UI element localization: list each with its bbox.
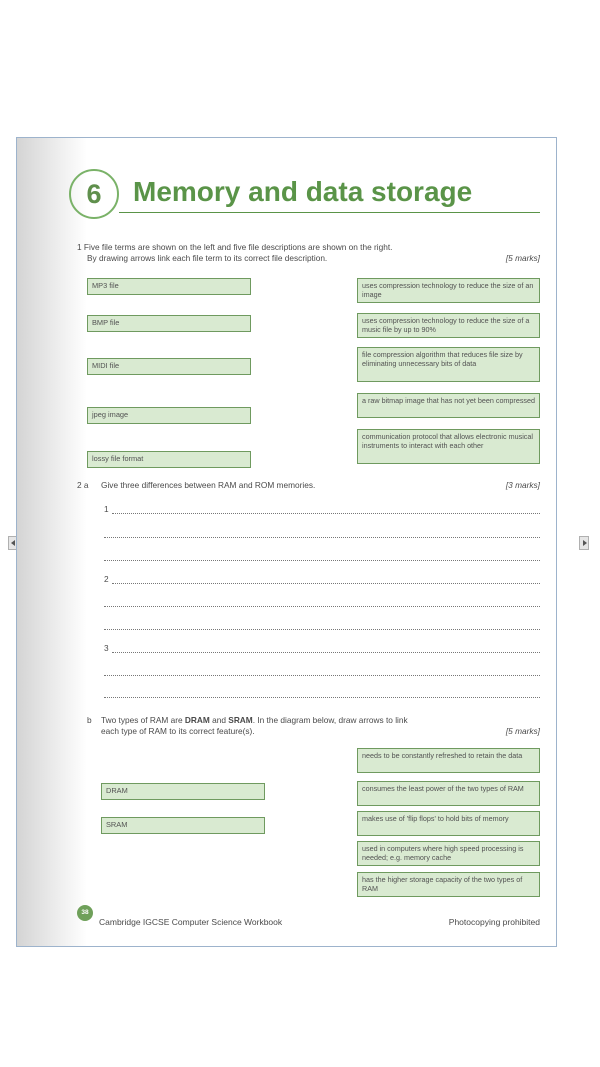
page-number-badge: 38 bbox=[77, 905, 93, 921]
q2a-answer-number-2: 2 bbox=[104, 574, 109, 584]
q2a-answer-line[interactable] bbox=[104, 536, 540, 538]
q2b-feature-3[interactable]: makes use of 'flip flops' to hold bits of memory bbox=[357, 811, 540, 836]
q2b-feature-2[interactable]: consumes the least power of the two types of RAM bbox=[357, 781, 540, 806]
q2a-marks: [3 marks] bbox=[505, 480, 540, 490]
q1-term-bmp[interactable]: BMP file bbox=[87, 315, 251, 332]
q2b-feature-4[interactable]: used in computers where high speed processing is needed; e.g. memory cache bbox=[357, 841, 540, 866]
footer-book-title: Cambridge IGCSE Computer Science Workbook bbox=[99, 917, 283, 927]
q2a-answer-number-3: 3 bbox=[104, 643, 109, 653]
q2a-answer-line[interactable] bbox=[112, 512, 540, 514]
q2a-answer-line[interactable] bbox=[104, 559, 540, 561]
q1-term-mp3[interactable]: MP3 file bbox=[87, 278, 251, 295]
q1-text-line2: By drawing arrows link each file term to its correct file description. bbox=[87, 253, 328, 263]
q2a-answer-line[interactable] bbox=[112, 651, 540, 653]
chapter-number: 6 bbox=[86, 179, 102, 209]
q2b-type-sram[interactable]: SRAM bbox=[101, 817, 265, 834]
q1-marks: [5 marks] bbox=[505, 253, 540, 263]
q2a-answer-line[interactable] bbox=[104, 674, 540, 676]
q2a-label: 2 a bbox=[77, 480, 89, 490]
q1-description-2[interactable]: uses compression technology to reduce the size of a music file by up to 90% bbox=[357, 313, 540, 338]
workbook-page bbox=[16, 137, 557, 947]
footer-notice: Photocopying prohibited bbox=[448, 917, 540, 927]
q1-description-3[interactable]: file compression algorithm that reduces file size by eliminating unnecessary bits of data bbox=[357, 347, 540, 382]
q1-term-jpeg[interactable]: jpeg image bbox=[87, 407, 251, 424]
q2b-marks: [5 marks] bbox=[505, 726, 540, 736]
q2b-feature-5[interactable]: has the higher storage capacity of the two types of RAM bbox=[357, 872, 540, 897]
q2a-text: Give three differences between RAM and ROM memories. bbox=[101, 480, 316, 490]
page-gutter-shade bbox=[17, 138, 87, 946]
q2a-answer-line[interactable] bbox=[104, 605, 540, 607]
chapter-title: Memory and data storage bbox=[133, 176, 473, 207]
q2a-answer-line[interactable] bbox=[104, 696, 540, 698]
q2b-feature-1[interactable]: needs to be constantly refreshed to retain the data bbox=[357, 748, 540, 773]
q2a-answer-line[interactable] bbox=[104, 628, 540, 630]
q2b-type-dram[interactable]: DRAM bbox=[101, 783, 265, 800]
q2a-answer-line[interactable] bbox=[112, 582, 540, 584]
q1-term-lossy[interactable]: lossy file format bbox=[87, 451, 251, 468]
q1-description-1[interactable]: uses compression technology to reduce the size of an image bbox=[357, 278, 540, 303]
q1-description-5[interactable]: communication protocol that allows electronic musical instruments to interact with each other bbox=[357, 429, 540, 464]
chapter-title-rule bbox=[119, 212, 540, 213]
q2a-answer-number-1: 1 bbox=[104, 504, 109, 514]
q1-term-midi[interactable]: MIDI file bbox=[87, 358, 251, 375]
q1-text-line1: 1 Five file terms are shown on the left and five file descriptions are shown on the right. bbox=[77, 242, 393, 252]
q2b-label: b bbox=[87, 715, 92, 725]
q2b-text-line2: each type of RAM to its correct feature(s). bbox=[101, 726, 255, 736]
q1-description-4[interactable]: a raw bitmap image that has not yet been compressed bbox=[357, 393, 540, 418]
next-page-arrow[interactable] bbox=[579, 536, 589, 550]
q2b-text-line1: Two types of RAM are DRAM and SRAM. In the diagram below, draw arrows to link bbox=[101, 715, 408, 725]
